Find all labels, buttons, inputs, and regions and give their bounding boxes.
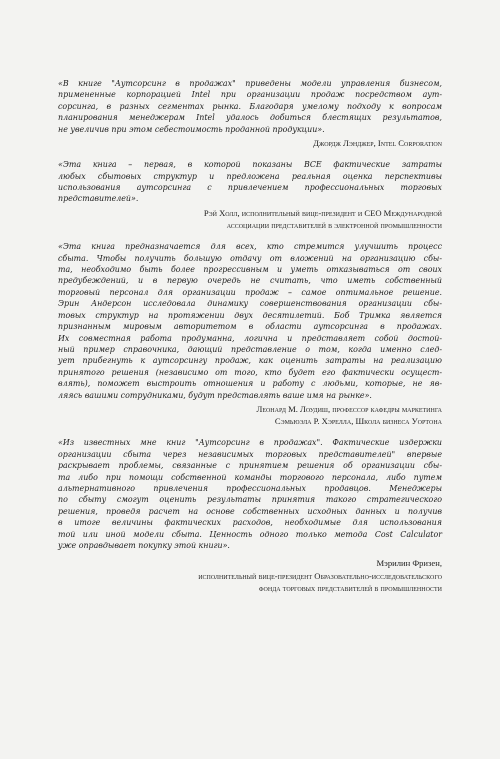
- quote-line: предубеждений, и в первую очередь не считать, что иметь собственный: [58, 276, 442, 286]
- quote-line: решения, проведя расчет на основе собственных исходных данных и получив: [58, 506, 442, 516]
- quote-line: планирования менеджерам Intel удалось добиться блестящих результатов,: [58, 113, 442, 123]
- quote-line: представителей».: [58, 194, 139, 204]
- quote-line: в итоге величины фактических расходов, необходимые для использования: [58, 518, 442, 528]
- quote-line: принятого решения (независимо от того, кто будет его фактически осущест-: [58, 367, 442, 377]
- quote-line: «Эта книга предназначается для всех, кто стремится улучшить процесс: [58, 242, 442, 252]
- attribution-line: Леонард М. Лоудиш, профессор кафедры маркетинга: [256, 403, 442, 414]
- quote-text: [58, 78, 442, 135]
- attribution-line: Сэмьюэла Р. Хэрелла, Школа бизнеса Уортона: [274, 416, 442, 427]
- quote-text: [58, 159, 442, 205]
- quote-line: товых структур на протяжении двух десятилетий. Боб Тримка является: [58, 310, 442, 320]
- quote-line: «В книге "Аутсорсинг в продажах" приведены модели управления бизнесом,: [58, 79, 442, 88]
- quote-line: использования аутсорсинга с привлечением профессиональных торговых: [58, 183, 442, 193]
- attribution-line: Мэрилин Фризен,: [376, 558, 442, 569]
- quote-attribution: [58, 557, 442, 594]
- quote-attribution: [58, 137, 442, 149]
- attribution-line: фонда торговых представителей в промышленности: [258, 582, 442, 593]
- attribution-line: Рэй Холл, исполнительный вице-президент и CEO Международной: [203, 207, 442, 218]
- quote-line: по сбыту смогут оценить результаты принятия такого стратегического: [58, 495, 442, 505]
- quote-line: Их совместная работа продуманна, логична и представляет собой достой-: [58, 333, 442, 343]
- quote-line: Эрин Андерсон исследовала динамику совершенствования организации сбы-: [58, 299, 442, 309]
- quote-text: [58, 437, 442, 551]
- quote-line: раскрывает проблемы, связанные с принятием решения об организации сбы-: [58, 461, 442, 471]
- attribution-line: ассоциации представителей в электронной промышленности: [226, 220, 442, 231]
- quote-block-2: [58, 159, 442, 231]
- quote-line: ует прибегнуть к аутсорсингу продаж, как оценить затраты на реализацию: [58, 356, 442, 366]
- quote-block-1: [58, 78, 442, 149]
- attribution-line: исполнительный вице-президент Образовательно-исследовательского: [198, 570, 442, 581]
- quote-line: любых сбытовых структур и предложена реальная оценка перспективы: [58, 171, 442, 181]
- quote-line: организации сбыта через независимых торговых представителей" впервые: [58, 449, 442, 459]
- quote-line: «Из известных мне книг "Аутсорсинг в продажах". Фактические издержки: [58, 438, 442, 448]
- quotes-column: [58, 78, 442, 594]
- quote-line: влять), поможет выстроить отношения и работу с людьми, которые, не яв-: [58, 379, 442, 389]
- quote-line: та, необходимо быть более прогрессивным и уметь отказываться от своих: [58, 265, 442, 275]
- quote-line: сорсинга, в разных сегментах рынка. Благодаря умелому подходу к вопросам: [58, 101, 442, 111]
- quote-attribution: [58, 207, 442, 231]
- quote-line: ляясь вашими сотрудниками, будут представлять ваше имя на рынке».: [58, 390, 372, 400]
- quote-line: не увеличив при этом себестоимость проданной продукции».: [58, 124, 325, 134]
- quote-line: уже оправдывает покупку этой книги».: [58, 541, 230, 551]
- quote-line: ный пример справочника, дающий представление о том, когда именно след-: [58, 344, 442, 354]
- quote-line: той или иной модели сбыта. Ценность одного только метода Cost Calculator: [58, 529, 442, 539]
- quote-line: альтернативного привлечения профессиональных продавцов. Менеджеры: [58, 483, 442, 493]
- attribution-line: Джордж Лэнджер, Intel Corporation: [313, 138, 442, 149]
- quote-line: примененные корпорацией Intel при организации продаж посредством аут-: [58, 90, 442, 100]
- quote-text: [58, 241, 442, 401]
- quote-block-4: [58, 437, 442, 594]
- quote-line: торговый персонал для организации продаж – самое оптимальное решение.: [58, 287, 442, 297]
- quote-block-3: [58, 241, 442, 427]
- quote-line: признанным мировым авторитетом в области аутсорсинга в продажах.: [58, 322, 442, 332]
- quote-line: «Эта книга – первая, в которой показаны ВСЕ фактические затраты: [58, 160, 442, 170]
- quote-line: та либо при помощи собственной команды торгового персонала, либо путем: [58, 472, 442, 482]
- quote-line: сбыта. Чтобы получить большую отдачу от вложений на организацию сбы-: [58, 253, 442, 263]
- quote-attribution: [58, 403, 442, 427]
